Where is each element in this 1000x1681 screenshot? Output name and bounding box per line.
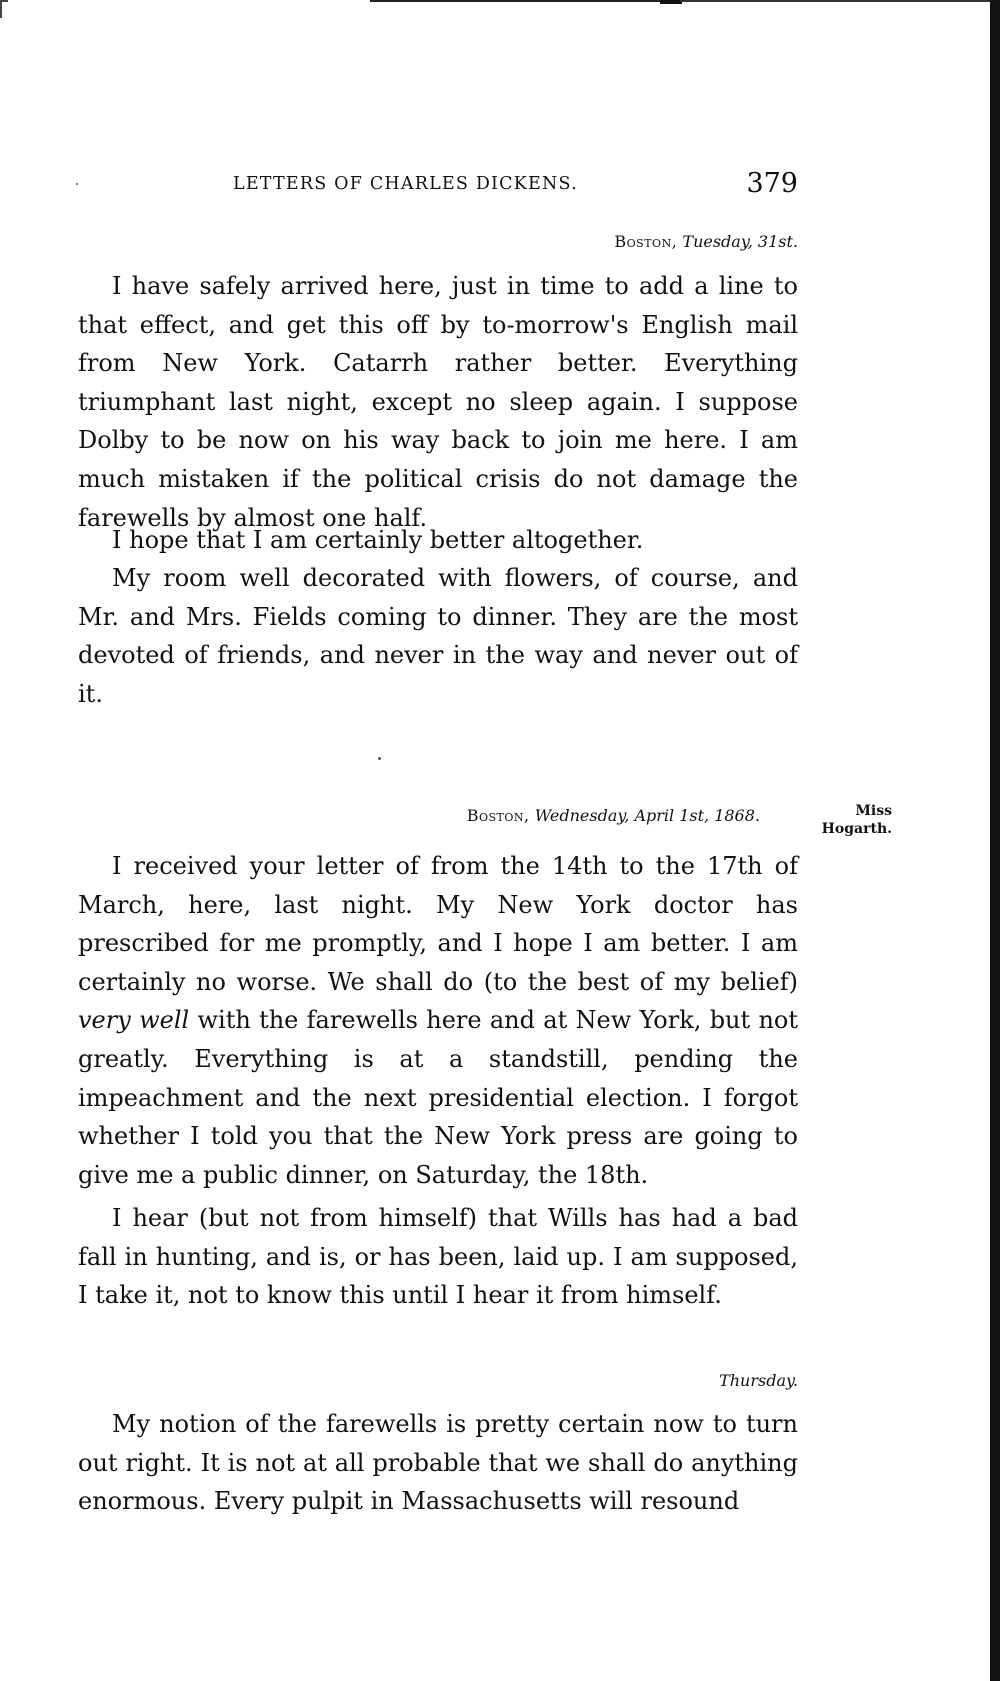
- emphasis-text: very well: [78, 1006, 190, 1035]
- dateline-date: Wednesday, April 1st, 1868.: [534, 806, 760, 825]
- dateline-wednesday: [467, 806, 760, 825]
- dateline-thursday: Thursday.: [719, 1371, 798, 1390]
- margin-note-line: Hogarth.: [821, 821, 892, 837]
- margin-note-line: Miss: [855, 803, 892, 819]
- book-page: [78, 0, 892, 1681]
- scan-corner-mark: [0, 0, 8, 18]
- scan-right-edge: [990, 0, 1000, 1681]
- page-number: 379: [746, 168, 798, 199]
- scan-speck: [378, 757, 381, 760]
- paragraph-arrival: I have safely arrived here, just in time to add a line to that effect, and get this off by to-morrow's English mail from New York. Catarrh rather better. Everything triumphant last night, except no sleep again. I suppose Dolby to be now on his way back to join me here. I am much mistaken if the political crisis do not damage the farewells by almost one half.: [78, 272, 798, 532]
- text-run: I received your letter of from the 14th to the 17th of March, here, last night. My New York doctor has prescribed for me promptly, and I hope I am better. I am certainly no worse. We shall do (to the best of my belief): [78, 852, 798, 996]
- running-head: [78, 168, 798, 208]
- paragraph-farewells: My notion of the farewells is pretty certain now to turn out right. It is not at all probable that we shall do anything enormous. Every pulpit in Massachusetts will resound: [78, 1410, 798, 1516]
- dateline-tuesday: [614, 232, 798, 251]
- paragraph-letter-received: [78, 847, 798, 1194]
- running-head-title: LETTERS OF CHARLES DICKENS.: [233, 174, 578, 194]
- paragraph-better: I hope that I am certainly better altogether.: [112, 526, 644, 554]
- paragraph-fields: My room well decorated with flowers, of course, and Mr. and Mrs. Fields coming to dinner. They are the most devoted of friends, and never in the way and never out of it.: [78, 564, 798, 708]
- dateline-place: Boston,: [614, 232, 678, 251]
- scan-speck: [76, 183, 78, 185]
- text-run: with the farewells here and at New York, but not greatly. Everything is at a standstill, pending the impeachment and the next presidential election. I forgot whether I told you that the New York press are going to give me a public dinner, on Saturday, the 18th.: [78, 1006, 798, 1189]
- dateline-date: Tuesday, 31st.: [682, 232, 798, 251]
- dateline-place: Boston,: [466, 806, 530, 825]
- paragraph-wills: I hear (but not from himself) that Wills has had a bad fall in hunting, and is, or has been, laid up. I am supposed, I take it, not to know this until I hear it from himself.: [78, 1204, 798, 1310]
- margin-note-recipient: [810, 802, 892, 838]
